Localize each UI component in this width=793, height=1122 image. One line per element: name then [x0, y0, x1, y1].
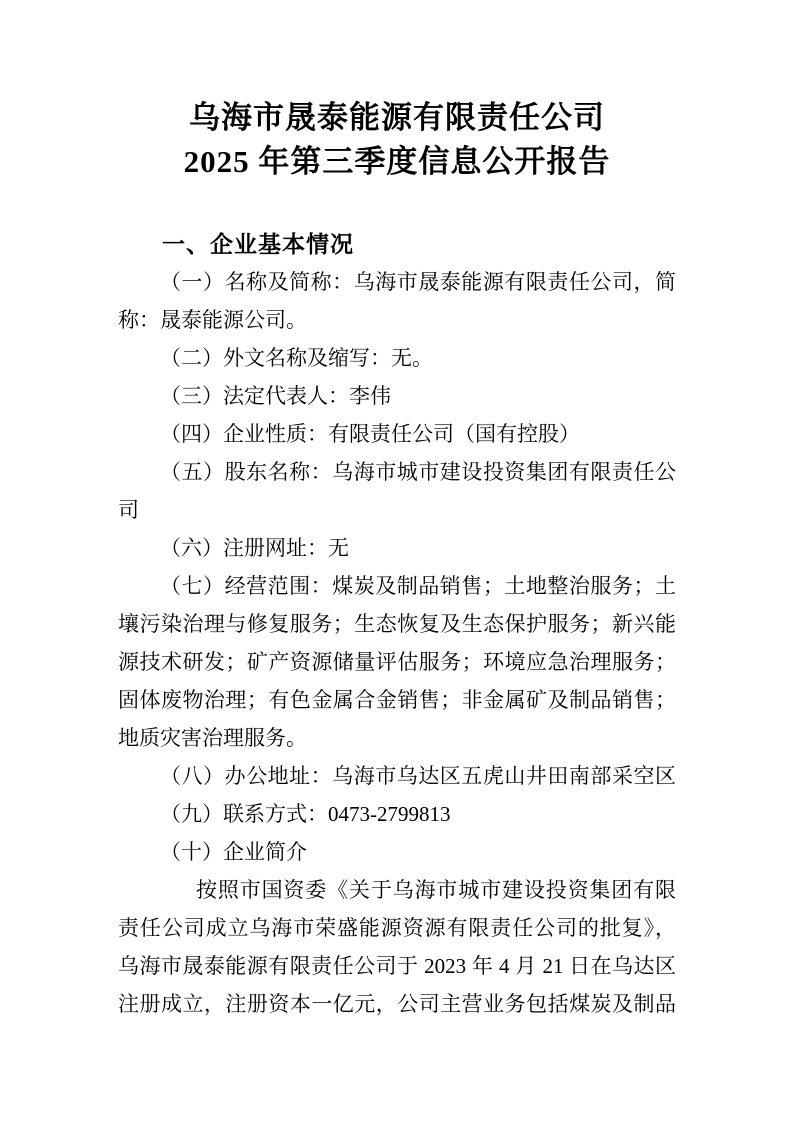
- body-line: （九）联系方式：0473-2799813: [160, 802, 451, 826]
- title-line-1: 乌海市晟泰能源有限责任公司: [189, 100, 605, 135]
- body-line: 责任公司成立乌海市荣盛能源资源有限责任公司的批复》，: [118, 916, 676, 940]
- body-line: （二）外文名称及缩写：无。: [160, 346, 433, 370]
- body-line: 司: [118, 498, 139, 522]
- body-line: 地质灾害治理服务。: [118, 726, 307, 750]
- body-line: 按照市国资委《关于乌海市城市建设投资集团有限: [196, 878, 676, 902]
- body-line: （四）企业性质：有限责任公司（国有控股）: [160, 422, 580, 446]
- body-line: （十）企业简介: [160, 840, 307, 864]
- body-line: （七）经营范围：煤炭及制品销售；土地整治服务；土: [160, 574, 676, 598]
- body-line: 固体废物治理；有色金属合金销售；非金属矿及制品销售；: [118, 688, 676, 712]
- body-line: 源技术研发；矿产资源储量评估服务；环境应急治理服务；: [118, 650, 676, 674]
- section-heading: 一、企业基本情况: [162, 231, 354, 257]
- body-line: 乌海市晟泰能源有限责任公司于 2023 年 4 月 21 日在乌达区: [118, 954, 676, 978]
- document-title: [118, 96, 676, 184]
- body-line: （六）注册网址：无: [160, 536, 349, 560]
- body-line: 称：晟泰能源公司。: [118, 308, 307, 332]
- body-line: （八）办公地址：乌海市乌达区五虎山井田南部采空区: [160, 764, 676, 788]
- title-line-2: 2025 年第三季度信息公开报告: [183, 144, 611, 179]
- body-line: 壤污染治理与修复服务；生态恢复及生态保护服务；新兴能: [118, 612, 676, 636]
- body-line: （五）股东名称：乌海市城市建设投资集团有限责任公: [160, 460, 676, 484]
- body-line: （三）法定代表人：李伟: [160, 384, 391, 408]
- body-line: （一）名称及简称：乌海市晟泰能源有限责任公司，简: [160, 270, 676, 294]
- body-line: 注册成立，注册资本一亿元，公司主营业务包括煤炭及制品: [118, 992, 676, 1016]
